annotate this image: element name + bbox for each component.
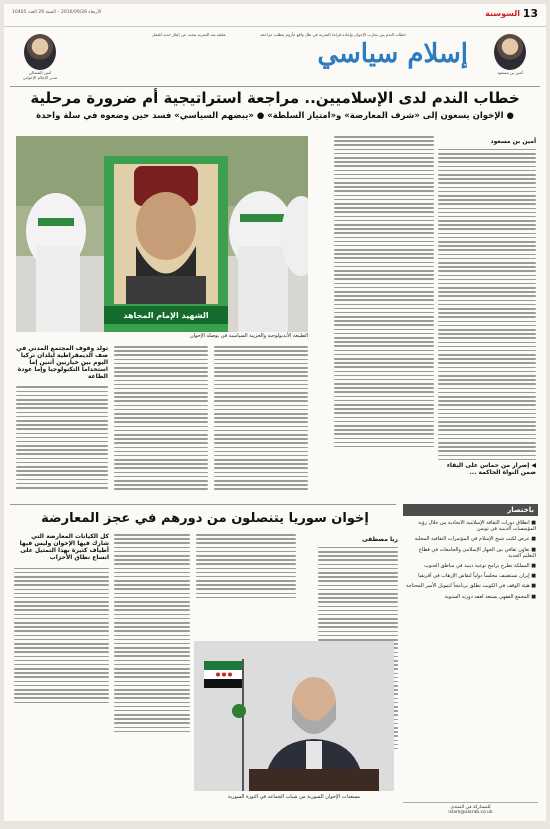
sidebar-header: باختصار: [403, 504, 538, 516]
photo-caption: الطبيعة الأيديولوجية والحزبية السياسية في بوصلة الإخوان: [189, 333, 308, 339]
story2-column-2: [114, 534, 190, 735]
sidebar-item: ■ إيران تستضيف مجلساً دولياً لنقاش الإرهاب في أفريقيا: [418, 573, 536, 580]
sidebar-item: ■ هيئة الوقف في الكويت تطلق برنامجاً لتمويل الأسر المحتاجة: [405, 583, 536, 590]
divider: [10, 86, 540, 87]
poster-banner-text: الشهيد الإمام المجاهد: [123, 311, 209, 320]
pull-quote: تولد وقوف المجتمع المدني في صف الديمقراطية لبلدان تركيا اليوم بين خياريين أثنين إما استخداماً التكنولوجيا وإما عودة الطاعة: [16, 345, 108, 380]
page-number: 13: [522, 7, 538, 20]
author-name: أمين الشمالي: [28, 70, 52, 75]
sidebar-footer: [403, 802, 538, 815]
crosshead: ◀ إصرار من حماس على البقاء ضمن النواة الحاكمة ...: [446, 462, 536, 477]
story2-column-left: [14, 534, 109, 706]
story1-column-2: [334, 136, 434, 450]
banner-blurb-right: خطاب الندم بين تجارب الإخوان وإعادة قراءة التجربة في ظل واقع مأزوم يتطلب مراجعة: [260, 32, 406, 37]
brand-logo: السوسنة: [485, 9, 520, 18]
body-text: [16, 386, 108, 488]
speaker-photo: [194, 641, 394, 791]
protest-photo: [16, 136, 308, 332]
byline: أمين بن مسعود: [490, 138, 536, 145]
author-box-left: [10, 34, 70, 82]
body-text: [334, 136, 434, 447]
story1-pullquote-column: [16, 346, 108, 491]
sidebar-item: ■ المجمع الفقهي يستعد لعقد دورته السنوية: [444, 593, 536, 600]
dateline: الأربعاء 2016/09/28 – السنة 29 العدد 10405: [12, 10, 102, 15]
story2-column-3: [196, 534, 296, 601]
author-photo: [24, 34, 56, 70]
section-title: إسلام سياسي: [317, 39, 468, 69]
footer-label: للمشاركة في المنتدى: [450, 804, 491, 810]
story1-column-1: [438, 136, 536, 480]
author-photo: [494, 34, 526, 70]
sub-headline: ● الإخوان يسعون إلى «شرف المعارضة» و«امتياز السلطة» ● «يبضهم السياسي» فسد حين وضعوه في سلة واحدة: [36, 111, 514, 121]
divider: [10, 504, 396, 505]
banner-blurb-left: عقلية بعد التجربة تبحث عن إطار جديد للعمل: [151, 32, 226, 37]
body-text: [14, 568, 109, 704]
photo-caption: مسعدات الإخوان السورية من شباب الجماعة في الثورة السورية: [227, 794, 361, 801]
brief-sidebar: [403, 504, 538, 814]
byline: ريا مصطفى: [362, 536, 398, 543]
body-text: [114, 534, 190, 732]
footer-email[interactable]: islam@alarab.co.uk: [448, 809, 493, 815]
sidebar-item: ■ تعاون ثقافي بين الجهاز الإسلامي والجامعات في قطاع التعليم الجديد: [418, 546, 536, 559]
author-box-right: [480, 34, 540, 82]
section-banner: [4, 26, 546, 84]
sidebar-item: ■ انطلاق دورات الثقافة الإسلامية الاتحادية من خلال رؤية المؤسسات الدينية في تونس: [418, 520, 536, 533]
pull-quote: كل الكيانات المعارضة التي شارك فيها الإخوان وليس فيها أطياف كثيرة بهذا التمثيل على اتساع نطاق الأحزاب: [19, 533, 109, 561]
body-text: [438, 149, 536, 460]
story1-column-4: [214, 346, 308, 493]
second-headline: إخوان سوريا يتنصلون من دورهم في عجز المعارضة: [41, 511, 369, 526]
body-text: [196, 534, 296, 598]
author-role: مدير الإعلام الإخواني: [22, 75, 58, 80]
story1-column-3: [114, 346, 208, 493]
body-text: [114, 346, 208, 490]
main-headline: خطاب الندم لدى الإسلاميين.. مراجعة استراتيجية أم ضرورة مرحلية: [30, 89, 520, 107]
masthead: [4, 4, 546, 27]
newspaper-page: [4, 4, 546, 821]
sidebar-item: ■ المملكة تطرح برامج توعية دينية في مناطق الجنوب: [424, 563, 536, 570]
sidebar-item: ■ عرض لكتب شيخ الإسلام في المؤتمرات الثقافية المحلية: [414, 536, 536, 543]
body-text: [214, 346, 308, 490]
author-name: أمين بن مسعود: [497, 70, 523, 75]
